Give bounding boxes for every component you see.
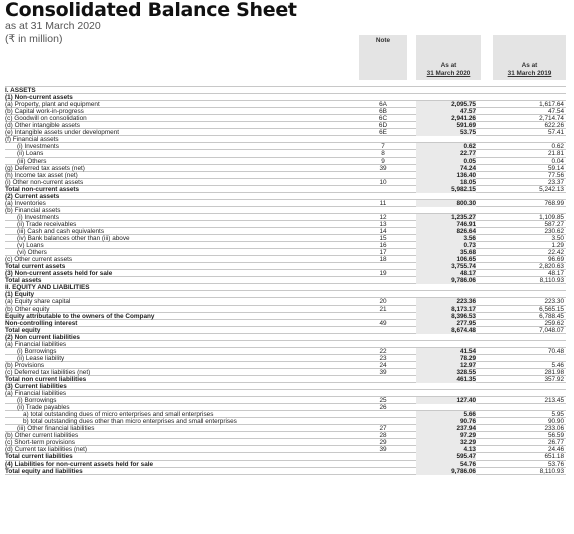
row-label: (1) Equity — [5, 291, 35, 299]
value-2020: 78.29 — [416, 355, 476, 362]
value-2020: 9,786.06 — [416, 277, 476, 284]
row-label: (i) Borrowings — [17, 347, 57, 355]
row-note: 18 — [379, 256, 387, 264]
row-note: 22 — [379, 347, 387, 355]
value-2020: 8,396.53 — [416, 313, 476, 320]
table-row — [5, 221, 566, 228]
table-row — [5, 200, 566, 207]
table-row — [5, 270, 566, 277]
row-label: (c) Other current assets — [5, 256, 73, 264]
value-2019: 53.76 — [548, 460, 564, 468]
value-2019: 22.42 — [548, 249, 564, 257]
row-note: 6A — [379, 101, 387, 109]
value-2019: 223.30 — [544, 298, 564, 306]
table-header — [5, 35, 566, 80]
row-label: Total non-current assets — [5, 185, 80, 193]
row-label: (iii) Others — [17, 157, 47, 165]
table-row — [5, 87, 566, 94]
row-label: (iv) Bank balances other than (iii) above — [17, 235, 130, 243]
row-note: 15 — [379, 235, 387, 243]
value-2019: 1,617.64 — [539, 101, 564, 109]
value-2020: 826.64 — [416, 228, 476, 235]
value-2019: 6,788.45 — [539, 312, 564, 320]
value-2019: 768.99 — [544, 199, 564, 207]
value-2019: 77.56 — [548, 171, 564, 179]
table-row — [5, 362, 566, 369]
value-2020: 106.65 — [416, 256, 476, 263]
value-2020: 90.76 — [416, 418, 476, 425]
value-2020: 800.30 — [416, 200, 476, 207]
table-row — [5, 136, 566, 143]
table-row — [5, 341, 566, 348]
value-2019: 7,048.07 — [539, 326, 564, 334]
value-2019: 8,110.93 — [539, 467, 564, 475]
table-row — [5, 468, 566, 475]
value-2020: 5.66 — [416, 411, 476, 418]
value-2019: 56.59 — [548, 432, 564, 440]
row-note: 39 — [379, 368, 387, 376]
row-note: 6B — [379, 108, 387, 116]
row-label: (v) Loans — [17, 242, 44, 250]
currency-unit: (₹ in million) — [5, 33, 63, 45]
row-label: Total assets — [5, 277, 42, 285]
table-row — [5, 446, 566, 453]
value-2020: 3,755.74 — [416, 263, 476, 270]
row-label: (b) Financial assets — [5, 206, 61, 214]
column-header-2020 — [416, 35, 481, 80]
value-2020: 0.05 — [416, 158, 476, 165]
row-note: 13 — [379, 220, 387, 228]
page-title: Consolidated Balance Sheet — [5, 0, 297, 21]
row-note: 9 — [381, 157, 385, 165]
value-2019: 233.06 — [544, 425, 564, 433]
table-row — [5, 404, 566, 411]
note-column-header: Note — [359, 35, 407, 80]
row-note: 25 — [379, 397, 387, 405]
row-label: (d) Other intangible assets — [5, 122, 80, 130]
table-row — [5, 228, 566, 235]
row-label: (1) Non-current assets — [5, 94, 73, 102]
row-label: (3) Current liabilities — [5, 383, 67, 391]
value-2020: 4.13 — [416, 446, 476, 453]
row-label: I. ASSETS — [5, 87, 36, 95]
row-label: Total equity and liabilities — [5, 467, 83, 475]
row-label: (vi) Others — [17, 249, 47, 257]
row-label: (i) Investments — [17, 143, 59, 151]
row-note: 19 — [379, 270, 387, 278]
value-2019: 90.90 — [548, 418, 564, 426]
value-2019: 23.37 — [548, 178, 564, 186]
table-row — [5, 298, 566, 305]
row-note: 39 — [379, 446, 387, 454]
table-row — [5, 313, 566, 320]
table-row — [5, 165, 566, 172]
row-note: 23 — [379, 354, 387, 362]
row-note: 24 — [379, 361, 387, 369]
row-label: (b) Other current liabilities — [5, 432, 79, 440]
value-2020: 237.94 — [416, 425, 476, 432]
table-row — [5, 172, 566, 179]
value-2020: 8,173.17 — [416, 306, 476, 313]
value-2020: 136.40 — [416, 172, 476, 179]
row-label: Equity attributable to the owners of the Company — [5, 312, 155, 320]
table-row — [5, 242, 566, 249]
value-2020: 97.29 — [416, 432, 476, 439]
table-row — [5, 214, 566, 221]
date-2019-label: 31 March 2019 — [507, 69, 552, 77]
row-label: (a) Financial liabilities — [5, 390, 67, 398]
row-label: (4) Liabilities for non-current assets held for sale — [5, 460, 154, 468]
row-note: 12 — [379, 213, 387, 221]
table-row — [5, 193, 566, 200]
row-note: 16 — [379, 242, 387, 250]
row-note: 8 — [381, 150, 385, 158]
value-2019: 2,714.74 — [539, 115, 564, 123]
row-label: (c) Deferred tax liabilities (net) — [5, 368, 91, 376]
value-2019: 357.92 — [544, 375, 564, 383]
row-label: (a) Property, plant and equipment — [5, 101, 100, 109]
value-2019: 26.77 — [548, 439, 564, 447]
table-row — [5, 334, 566, 341]
table-row — [5, 143, 566, 150]
table-row — [5, 376, 566, 383]
table-row — [5, 179, 566, 186]
value-2019: 0.04 — [551, 157, 564, 165]
table-row — [5, 397, 566, 404]
value-2020: 0.62 — [416, 143, 476, 150]
row-label: (c) Goodwill on consolidation — [5, 115, 87, 123]
row-label: b) total outstanding dues other than micro enterprises and small enterprises — [23, 418, 237, 426]
value-2019: 587.27 — [544, 220, 564, 228]
row-note: 11 — [379, 199, 387, 207]
table-row — [5, 348, 566, 355]
as-at-label: As at — [440, 62, 457, 69]
value-2019: 622.26 — [544, 122, 564, 130]
table-row — [5, 129, 566, 136]
table-row — [5, 432, 566, 439]
value-2019: 6,565.15 — [539, 305, 564, 313]
row-note: 28 — [379, 432, 387, 440]
row-label: (i) Investments — [17, 213, 59, 221]
table-row — [5, 150, 566, 157]
value-2019: 59.14 — [548, 164, 564, 172]
table-row — [5, 263, 566, 270]
table-row — [5, 355, 566, 362]
row-label: (ii) Lease liability — [17, 354, 65, 362]
table-row — [5, 80, 566, 87]
value-2019: 3.50 — [551, 235, 564, 243]
row-label: (c) Short-term provisions — [5, 439, 75, 447]
value-2020: 9,786.06 — [416, 468, 476, 475]
row-label: (b) Other equity — [5, 305, 50, 313]
row-note: 10 — [379, 178, 387, 186]
row-label: (2) Current assets — [5, 192, 60, 200]
table-row — [5, 108, 566, 115]
value-2019: 47.54 — [548, 108, 564, 116]
row-label: (a) Equity share capital — [5, 298, 71, 306]
value-2019: 230.62 — [544, 227, 564, 235]
table-row — [5, 439, 566, 446]
row-label: (i) Borrowings — [17, 397, 57, 405]
column-header-2019 — [493, 35, 566, 80]
value-2020: 8,674.48 — [416, 327, 476, 334]
row-label: Total current assets — [5, 263, 66, 271]
value-2019: 1,109.85 — [539, 213, 564, 221]
row-note: 39 — [379, 164, 387, 172]
value-2019: 24.46 — [548, 446, 564, 454]
table-row — [5, 101, 566, 108]
row-note: 7 — [381, 143, 385, 151]
value-2020: 48.17 — [416, 270, 476, 277]
value-2019: 57.41 — [548, 129, 564, 137]
row-label: Total equity — [5, 326, 41, 334]
table-row — [5, 369, 566, 376]
row-label: Non-controlling interest — [5, 319, 78, 327]
value-2019: 2,820.63 — [539, 263, 564, 271]
row-label: (ii) Loans — [17, 150, 44, 158]
value-2019: 259.62 — [544, 319, 564, 327]
value-2019: 0.62 — [551, 143, 564, 151]
value-2020: 328.55 — [416, 369, 476, 376]
row-label: (a) Inventories — [5, 199, 46, 207]
table-row — [5, 249, 566, 256]
value-2020: 35.68 — [416, 249, 476, 256]
table-row — [5, 327, 566, 334]
row-label: (g) Deferred tax assets (net) — [5, 164, 85, 172]
row-label: Total current liabilities — [5, 453, 73, 461]
row-label: (iii) Other financial liabilities — [17, 425, 95, 433]
value-2020: 22.77 — [416, 150, 476, 157]
value-2019: 5.95 — [551, 411, 564, 419]
table-row — [5, 158, 566, 165]
row-note: 6E — [379, 129, 387, 137]
value-2019: 5,242.13 — [539, 185, 564, 193]
value-2020: 2,095.75 — [416, 101, 476, 108]
table-row — [5, 235, 566, 242]
table-row — [5, 306, 566, 313]
row-label: (b) Provisions — [5, 361, 45, 369]
table-row — [5, 411, 566, 418]
value-2020: 32.29 — [416, 439, 476, 446]
row-label: (i) Other non-current assets — [5, 178, 84, 186]
value-2020: 591.69 — [416, 122, 476, 129]
row-label: (ii) Trade receivables — [17, 220, 77, 228]
value-2019: 651.18 — [544, 453, 564, 461]
row-note: 20 — [379, 298, 387, 306]
row-note: 14 — [379, 227, 387, 235]
date-2020-label: 31 March 2020 — [426, 69, 471, 77]
value-2020: 3.56 — [416, 235, 476, 242]
row-note: 27 — [379, 425, 387, 433]
row-label: (ii) Trade payables — [17, 404, 70, 412]
value-2020: 1,235.27 — [416, 214, 476, 221]
table-row — [5, 390, 566, 397]
value-2020: 461.35 — [416, 376, 476, 383]
value-2020: 277.95 — [416, 320, 476, 327]
value-2020: 0.73 — [416, 242, 476, 249]
value-2019: 281.98 — [544, 368, 564, 376]
as-at-label: As at — [521, 62, 538, 69]
value-2019: 48.17 — [548, 270, 564, 278]
table-row — [5, 207, 566, 214]
value-2020: 18.05 — [416, 179, 476, 186]
row-note: 21 — [379, 305, 387, 313]
row-label: (2) Non current liabilities — [5, 333, 80, 341]
table-row — [5, 461, 566, 468]
row-note: 17 — [379, 249, 387, 257]
row-label: II. EQUITY AND LIABILITIES — [5, 284, 90, 292]
table-row — [5, 122, 566, 129]
value-2020: 53.75 — [416, 129, 476, 136]
value-2020: 746.91 — [416, 221, 476, 228]
value-2020: 5,982.15 — [416, 186, 476, 193]
table-row — [5, 94, 566, 101]
row-label: (b) Capital work-in-progress — [5, 108, 84, 116]
row-note: 26 — [379, 404, 387, 412]
table-row — [5, 115, 566, 122]
value-2020: 41.54 — [416, 348, 476, 355]
table-row — [5, 453, 566, 460]
row-label: (d) Current tax liabilities (net) — [5, 446, 88, 454]
row-label: (e) Intangible assets under development — [5, 129, 120, 137]
table-row — [5, 186, 566, 193]
value-2019: 70.48 — [548, 347, 564, 355]
value-2020: 127.40 — [416, 397, 476, 404]
balance-sheet-table — [5, 35, 566, 475]
value-2020: 2,941.26 — [416, 115, 476, 122]
row-note: 6C — [378, 115, 388, 123]
value-2020: 54.76 — [416, 461, 476, 468]
row-label: a) total outstanding dues of micro enterprises and small enterprises — [23, 411, 214, 419]
value-2019: 21.81 — [548, 150, 564, 158]
table-row — [5, 256, 566, 263]
value-2020: 595.47 — [416, 453, 476, 460]
row-label: (f) Financial assets — [5, 136, 59, 144]
value-2020: 74.24 — [416, 165, 476, 172]
row-note: 6D — [378, 122, 388, 130]
table-row — [5, 320, 566, 327]
value-2019: 96.69 — [548, 256, 564, 264]
row-label: (iii) Cash and cash equivalents — [17, 227, 105, 235]
table-row — [5, 284, 566, 291]
report-date: as at 31 March 2020 — [5, 20, 101, 32]
table-row — [5, 291, 566, 298]
value-2019: 8,110.93 — [539, 277, 564, 285]
value-2020: 47.57 — [416, 108, 476, 115]
table-row — [5, 277, 566, 284]
value-2019: 1.29 — [551, 242, 564, 250]
value-2020: 12.97 — [416, 362, 476, 369]
value-2019: 213.45 — [544, 397, 564, 405]
value-2019: 5.46 — [551, 361, 564, 369]
table-body — [5, 80, 566, 475]
row-note: 49 — [379, 319, 387, 327]
row-label: (3) Non-current assets held for sale — [5, 270, 113, 278]
table-row — [5, 383, 566, 390]
row-label: (a) Financial liabilities — [5, 340, 67, 348]
table-row — [5, 425, 566, 432]
row-label: Total non current liabilities — [5, 375, 87, 383]
value-2020: 223.36 — [416, 298, 476, 305]
row-note: 29 — [379, 439, 387, 447]
row-label: (h) Income tax asset (net) — [5, 171, 78, 179]
table-row — [5, 418, 566, 425]
